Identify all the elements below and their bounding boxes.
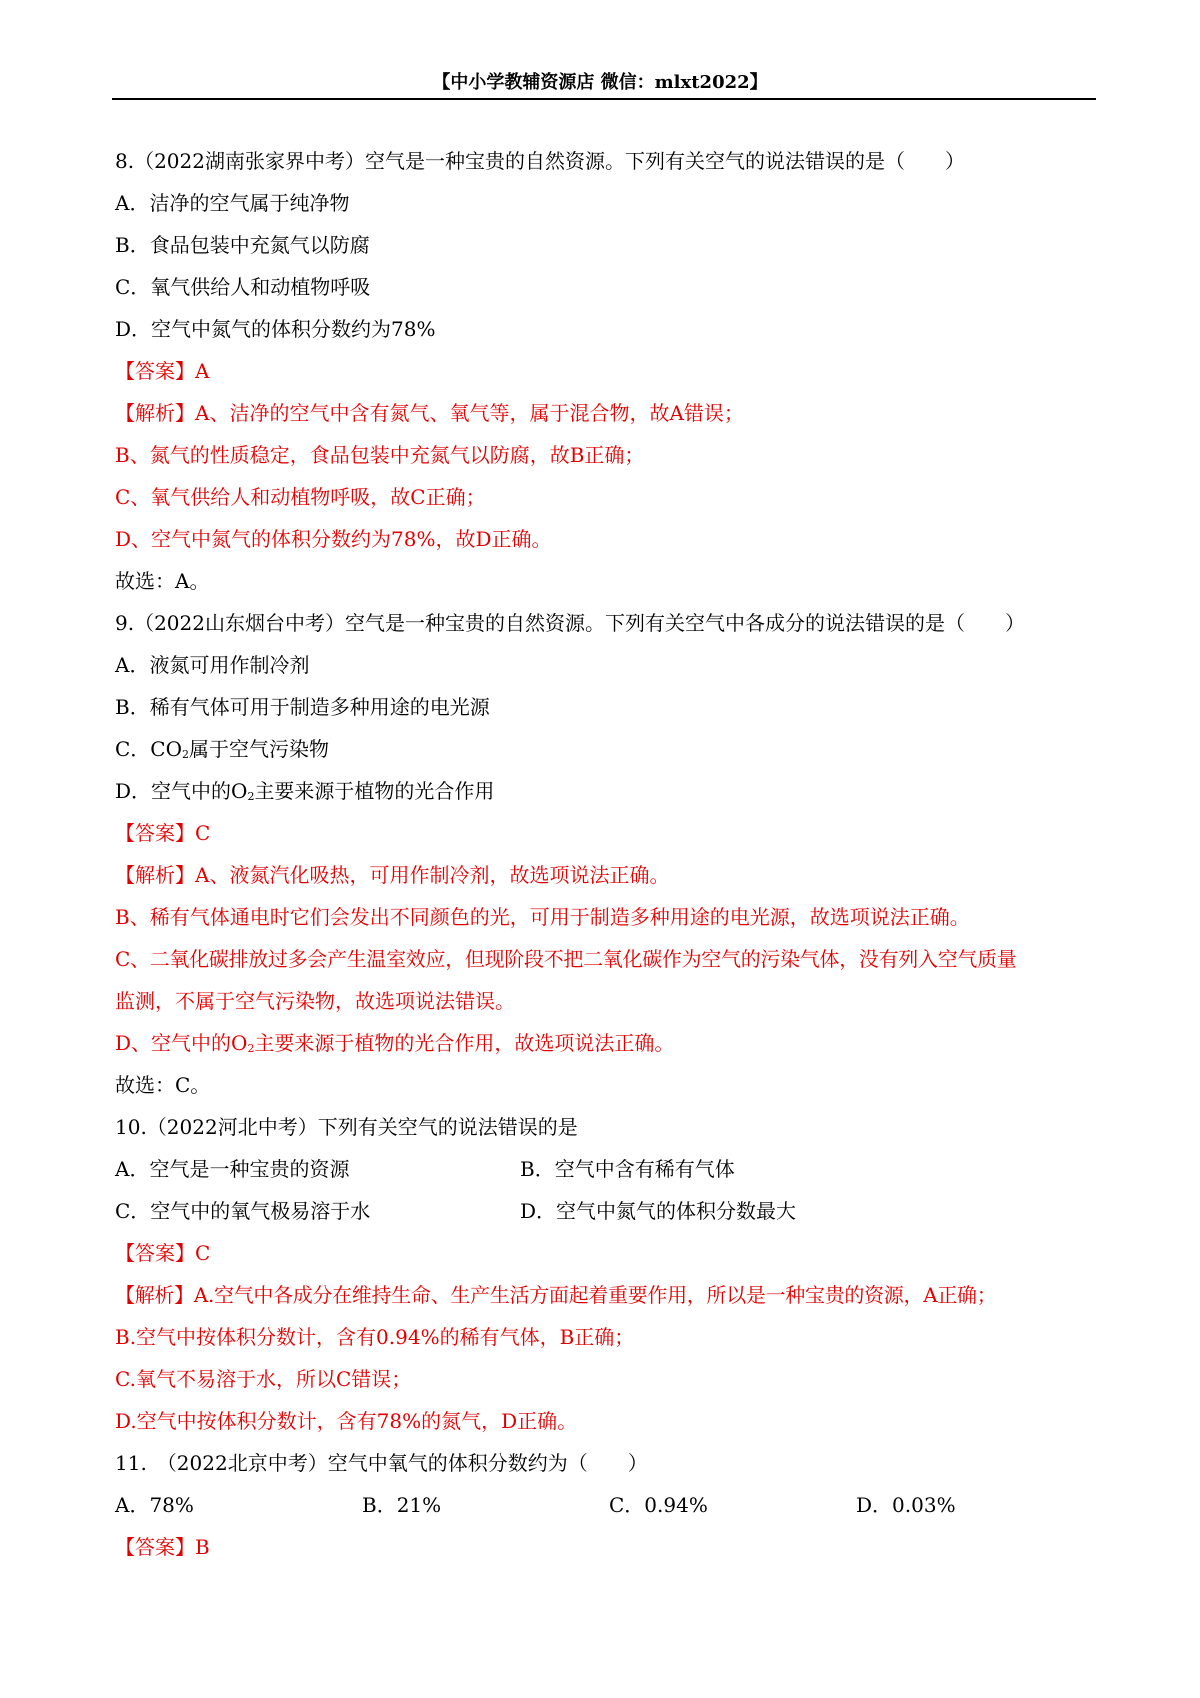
q9-explanation-3a: C、二氧化碳排放过多会产生温室效应，但现阶段不把二氧化碳作为空气的污染气体，没有列入空气质量 xyxy=(115,947,1017,971)
q10-option-c: C．空气中的氧气极易溶于水 xyxy=(115,1199,371,1223)
document-body xyxy=(115,140,1100,1568)
q10-options-row-1 xyxy=(115,1148,1100,1190)
q11-option-d: D．0.03% xyxy=(856,1493,956,1517)
q9-explanation-3b: 监测，不属于空气污染物，故选项说法错误。 xyxy=(115,989,515,1013)
q9-explanation-4 xyxy=(115,1022,1100,1064)
q9-option-b: B．稀有气体可用于制造多种用途的电光源 xyxy=(115,695,490,719)
q11-option-c: C．0.94% xyxy=(609,1493,708,1517)
q10-explanation-3: C.氧气不易溶于水，所以C错误； xyxy=(115,1367,412,1391)
q11-option-a: A．78% xyxy=(115,1493,194,1517)
q10-option-b: B．空气中含有稀有气体 xyxy=(520,1157,735,1181)
q9-explanation-4-sub: 2 xyxy=(247,1042,255,1055)
q8-option-a: A．洁净的空气属于纯净物 xyxy=(115,191,350,215)
header-rule xyxy=(112,98,1096,100)
q11-answer: 【答案】B xyxy=(115,1535,210,1559)
q9-stem: 9.（2022山东烟台中考）空气是一种宝贵的自然资源。下列有关空气中各成分的说法错误的是（ ） xyxy=(115,611,1025,635)
q9-option-d-sub: 2 xyxy=(247,790,255,803)
q10-explanation-4: D.空气中按体积分数计，含有78%的氮气，D正确。 xyxy=(115,1409,578,1433)
q9-explanation-4-post: 主要来源于植物的光合作用，故选项说法正确。 xyxy=(254,1031,675,1055)
q9-option-d-post: 主要来源于植物的光合作用 xyxy=(254,779,495,803)
q9-option-c xyxy=(115,728,1100,770)
q9-answer: 【答案】C xyxy=(115,821,211,845)
q9-option-a: A．液氮可用作制冷剂 xyxy=(115,653,310,677)
q10-options-row-2 xyxy=(115,1190,1100,1232)
q9-explanation-1: 【解析】A、液氮汽化吸热，可用作制冷剂，故选项说法正确。 xyxy=(115,863,670,887)
page-header: 【中小学教辅资源店 微信：mlxt2022】 xyxy=(432,72,768,93)
q8-option-d: D．空气中氮气的体积分数约为78% xyxy=(115,317,436,341)
q8-choice: 故选：A。 xyxy=(115,569,210,593)
q9-option-d xyxy=(115,770,1100,812)
q8-explanation-3: C、氧气供给人和动植物呼吸，故C正确； xyxy=(115,485,486,509)
q8-answer: 【答案】A xyxy=(115,359,210,383)
q9-option-c-post: 属于空气污染物 xyxy=(189,737,330,761)
q9-option-c-pre: C．CO xyxy=(115,737,183,761)
q11-stem: 11. （2022北京中考）空气中氧气的体积分数约为（ ） xyxy=(115,1451,648,1475)
q8-explanation-4: D、空气中氮气的体积分数约为78%，故D正确。 xyxy=(115,527,552,551)
q10-explanation-2: B.空气中按体积分数计，含有0.94%的稀有气体，B正确； xyxy=(115,1325,635,1349)
q11-options-row xyxy=(115,1484,1100,1526)
q9-choice: 故选：C。 xyxy=(115,1073,211,1097)
q10-option-a: A．空气是一种宝贵的资源 xyxy=(115,1157,350,1181)
q8-explanation-1: 【解析】A、洁净的空气中含有氮气、氧气等，属于混合物，故A错误； xyxy=(115,401,744,425)
q8-option-c: C．氧气供给人和动植物呼吸 xyxy=(115,275,371,299)
q10-stem: 10.（2022河北中考）下列有关空气的说法错误的是 xyxy=(115,1115,578,1139)
q11-option-b: B．21% xyxy=(362,1493,442,1517)
q9-option-d-pre: D．空气中的O xyxy=(115,779,248,803)
q9-explanation-2: B、稀有气体通电时它们会发出不同颜色的光，可用于制造多种用途的电光源，故选项说法正确。 xyxy=(115,905,970,929)
q10-explanation-1: 【解析】A.空气中各成分在维持生命、生产生活方面起着重要作用，所以是一种宝贵的资源，A正确； xyxy=(115,1283,997,1307)
q10-option-d: D．空气中氮气的体积分数最大 xyxy=(520,1199,797,1223)
q8-stem: 8.（2022湖南张家界中考）空气是一种宝贵的自然资源。下列有关空气的说法错误的是（ ） xyxy=(115,149,965,173)
q9-explanation-4-pre: D、空气中的O xyxy=(115,1031,248,1055)
q8-explanation-2: B、氮气的性质稳定，食品包装中充氮气以防腐，故B正确； xyxy=(115,443,645,467)
q8-option-b: B．食品包装中充氮气以防腐 xyxy=(115,233,370,257)
q10-answer: 【答案】C xyxy=(115,1241,211,1265)
q9-option-c-sub: 2 xyxy=(182,748,190,761)
